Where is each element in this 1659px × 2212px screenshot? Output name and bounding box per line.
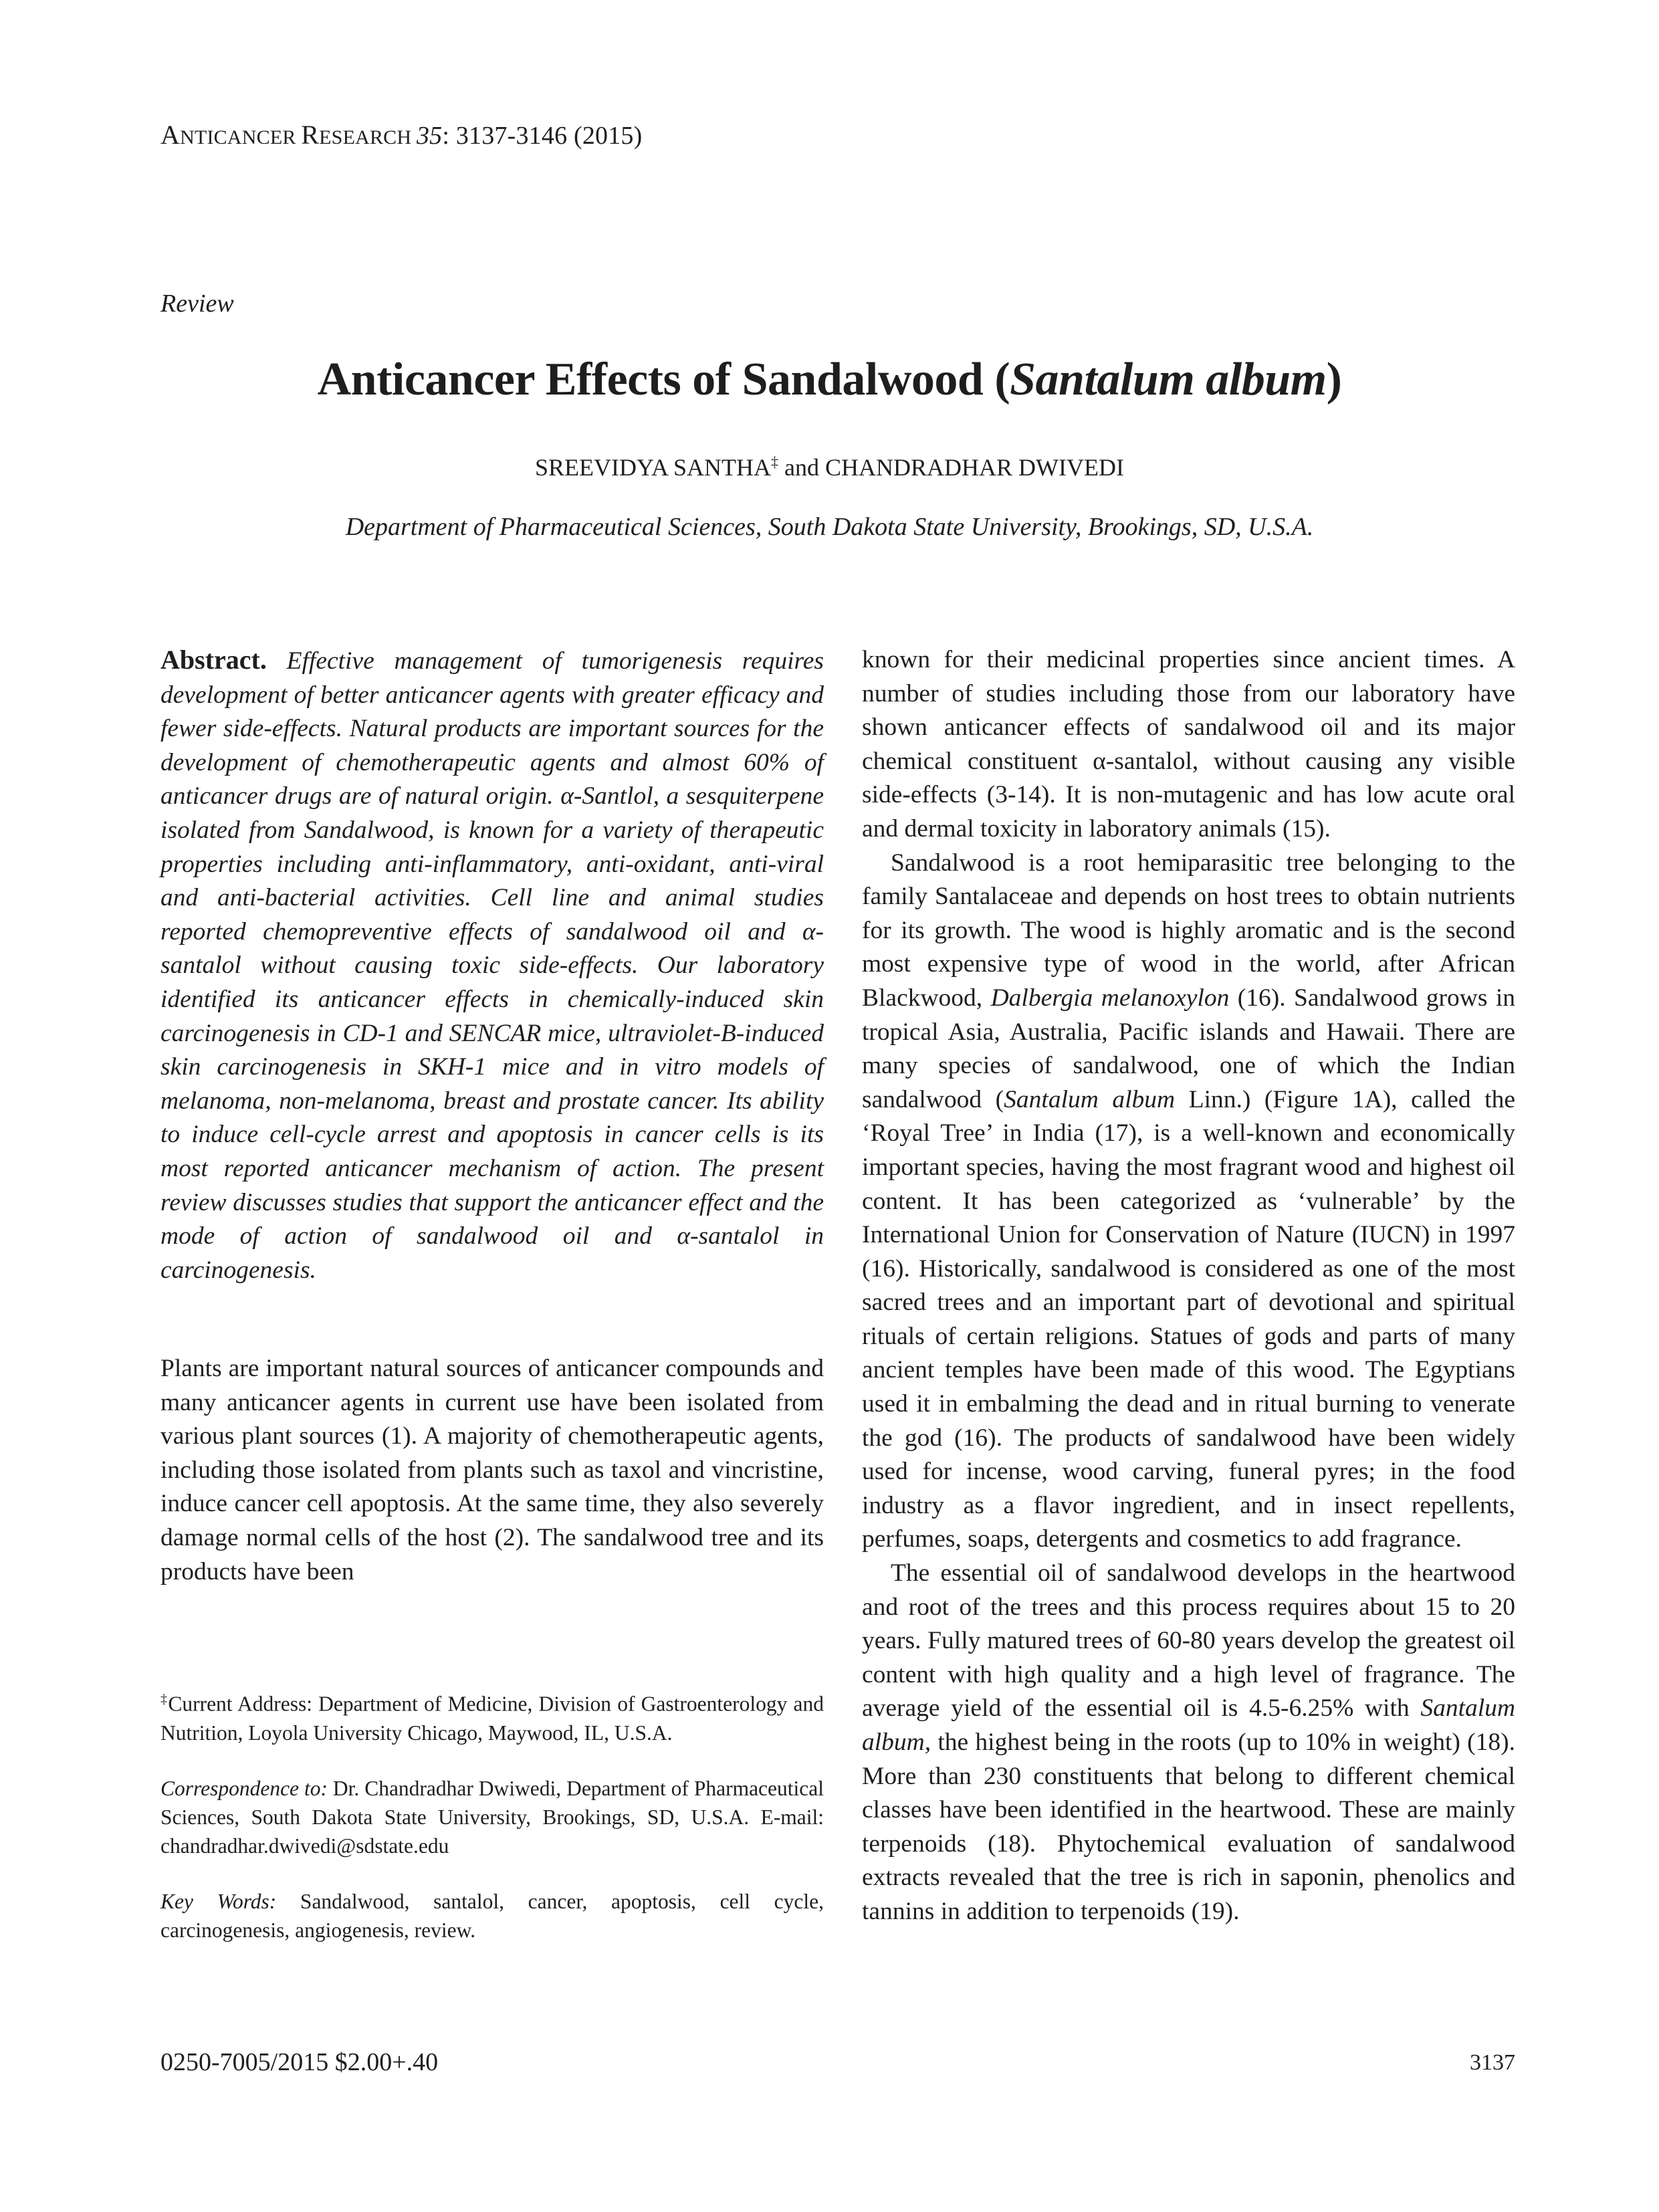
journal-header [160,119,642,150]
p3-text-a: The essential oil of sandalwood develops in the heartwood and root of the trees and this process requires about 15 to 20 years. Fully matured trees of 60-80 years develop the greatest oil content with high quality and a high level of fragrance. The average yield of the essential oil is 4.5-6.25% with [862,1559,1515,1723]
intro-continuation: known for their medicinal properties since ancient times. A number of studies including those from our laboratory have shown anticancer effects of sandalwood oil and its major chemical constituent α-santalol, without causing any visible side-effects (3-14). It is non-mutagenic and has low acute oral and dermal toxicity in laboratory animals (15). [862,646,1515,843]
authors [0,453,1659,481]
p2-text-c: Linn.) (Figure 1A), called the ‘Royal Tree’ in India (17), is a well-known and economically important species, having the most fragrant wood and highest oil content. It has been categorized as ‘vulnerable’ by the International Union for Conservation of Nature (IUCN) in 1997 (16). Historically, sandalwood is considered as one of the most sacred trees and an important part of devotional and spiritual rituals of certain religions. Statues of gods and parts of many ancient temples have been made of this wood. The Egyptians used it in embalming the dead and in ritual burning to venerate the god (16). The products of sandalwood have been widely used for incense, wood carving, funeral pyres; in the food industry as a flavor ingredient, and in insect repellents, perfumes, soaps, detergents and cosmetics to add fragrance. [862,1085,1515,1553]
affiliation: Department of Pharmaceutical Sciences, South Dakota State University, Brookings, SD, U.S.A. [345,513,1314,541]
keywords-text: Sandalwood, santalol, cancer, apoptosis, cell cycle, carcinogenesis, angiogenesis, review. [160,1889,824,1942]
correspondence-label: Correspondence to: [160,1776,328,1800]
footnote-correspondence [160,1774,824,1860]
journal-volume: 35 [416,122,443,150]
footer-issn-price: 0250-7005/2015 $2.00+.40 [160,2048,439,2076]
title-close: ) [1326,354,1342,405]
journal-name-part-a: NTICANCER [180,126,302,148]
current-address-text: Current Address: Department of Medicine, Division of Gastroenterology and Nutrition, Loyola University Chicago, Maywood, IL, U.S.A. [160,1692,824,1745]
p2-text-b: (16). Sandalwood grows in tropical Asia, Australia, Pacific islands and Hawaii. There are many species of sandalwood, one of which the Indian sandalwood ( [862,984,1515,1113]
author-connector: and [778,454,826,481]
abstract-label: Abstract. [160,645,267,675]
title-main: Anticancer Effects of Sandalwood ( [317,354,1010,405]
p3-species-santalum: Santalum album, [862,1694,1515,1756]
title-species: Santalum album [1010,354,1327,405]
footnote-mark: ‡ [160,1692,169,1706]
correspondence-text: Dr. Chandradhar Dwiwedi, Department of Pharmaceutical Sciences, South Dakota State University, Brookings, SD, U.S.A. E-mail: chandradhar.dwivedi@sdstate.edu [160,1776,824,1858]
article-type: Review [160,290,234,318]
footnote-keywords [160,1887,824,1945]
author-first: SREEVIDYA SANTHA [535,454,772,481]
journal-name-part-r: ESEARCH [319,126,417,148]
p2-text-a: Sandalwood is a root hemiparasitic tree belonging to the family Santalaceae and depends on host trees to obtain nutrients for its growth. The wood is highly aromatic and is the second most expensive type of wood in the world, after African Blackwood, [862,849,1515,1012]
keywords-label: Key Words: [160,1889,277,1913]
right-column [862,643,1515,1929]
abstract-text: Effective management of tumorigenesis requires development of better anticancer agents with greater efficacy and fewer side-effects. Natural products are important sources for the development of chemotherapeutic agents and almost 60% of anticancer drugs are of natural origin. α-Santlol, a sesquiterpene isolated from Sandalwood, is known for a variety of therapeutic properties including anti-inflammatory, anti-oxidant, anti-viral and anti-bacterial activities. Cell line and animal studies reported chemopreventive effects of sandalwood oil and α-santalol without causing toxic side-effects. Our laboratory identified its anticancer effects in chemically-induced skin carcinogenesis in CD-1 and SENCAR mice, ultraviolet-B-induced skin carcinogenesis in SKH-1 mice and in vitro models of melanoma, non-melanoma, breast and prostate cancer. Its ability to induce cell-cycle arrest and apoptosis in cancer cells is its most reported anticancer mechanism of action. The present review discusses studies that support the anticancer effect and the mode of action of sandalwood oil and α-santalol in carcinogenesis. [160,647,824,1284]
footnotes [160,1685,824,1971]
journal-pages-year: : 3137-3146 (2015) [442,122,643,150]
paragraph-sandalwood-tree [862,847,1515,1557]
footnote-current-address [160,1685,824,1747]
p3-text-b: the highest being in the roots (up to 10% in weight) (18). More than 230 constituents that belong to different chemical classes have been identified in the heartwood. These are mainly terpenoids (18). Phytochemical evaluation of sandalwood extracts revealed that the tree is rich in saponin, phenolics and tannins in addition to terpenoids (19). [862,1729,1515,1925]
intro-left-column [160,1352,824,1589]
page-number: 3137 [1470,2050,1515,2075]
article-title [0,353,1659,407]
p2-species-dalbergia: Dalbergia melanoxylon [990,984,1230,1012]
abstract [160,643,824,1287]
author-footnote-mark: ‡ [771,453,779,470]
journal-name-initial-a: A [160,120,181,150]
journal-name-initial-r: R [301,120,320,150]
intro-paragraph: Plants are important natural sources of anticancer compounds and many anticancer agents in current use have been isolated from various plant sources (1). A majority of chemotherapeutic agents, including those isolated from plants such as taxol and vincristine, induce cancer cell apoptosis. At the same time, they also severely damage normal cells of the host (2). The sandalwood tree and its products have been [160,1355,824,1585]
paragraph-essential-oil [862,1557,1515,1929]
author-second: CHANDRADHAR DWIVEDI [825,454,1124,481]
p2-species-santalum: Santalum album [1004,1085,1176,1113]
